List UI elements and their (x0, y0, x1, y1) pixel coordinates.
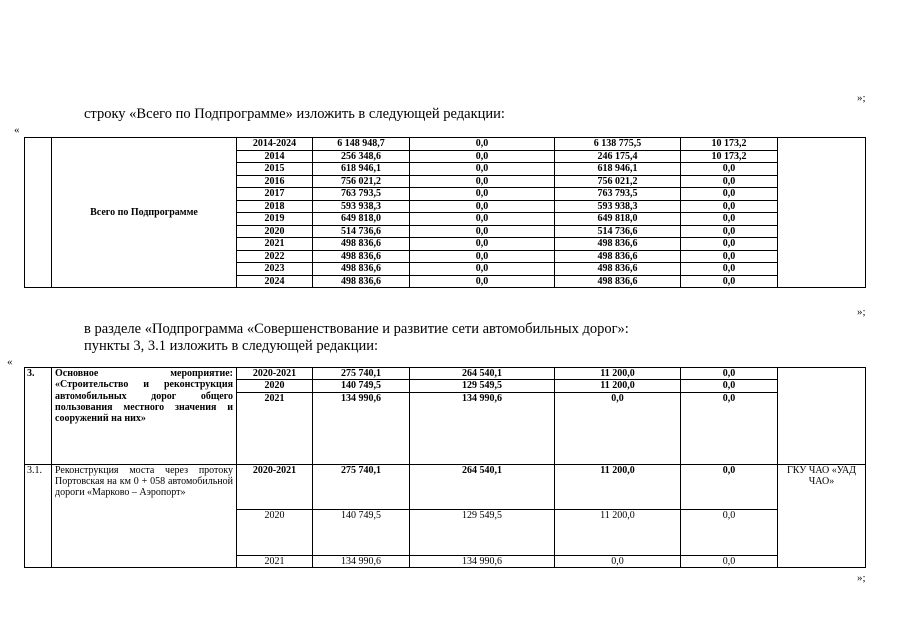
year-cell: 2014 (237, 150, 313, 163)
executor-cell (778, 138, 866, 288)
closing-quote-1: »; (857, 92, 866, 104)
value-cell: 0,0 (410, 263, 555, 276)
closing-quote-2: »; (857, 306, 866, 318)
value-cell: 0,0 (410, 275, 555, 288)
value-cell: 498 836,6 (313, 275, 410, 288)
items-table (24, 367, 866, 568)
paragraph-section: в разделе «Подпрограмма «Совершенствование и развитие сети автомобильных дорог»: (84, 321, 629, 337)
item3-row-1 (25, 368, 866, 380)
value-cell: 0,0 (681, 163, 778, 176)
value-cell: 6 138 775,5 (555, 138, 681, 151)
cell: 134 990,6 (313, 392, 410, 464)
value-cell: 0,0 (681, 200, 778, 213)
cell: 11 200,0 (555, 368, 681, 380)
value-cell: 618 946,1 (313, 163, 410, 176)
value-cell: 649 818,0 (313, 213, 410, 226)
value-cell: 498 836,6 (555, 263, 681, 276)
cell: 2020-2021 (237, 464, 313, 509)
cell: 2020 (237, 380, 313, 392)
value-cell: 763 793,5 (555, 188, 681, 201)
cell: 11 200,0 (555, 509, 681, 555)
cell: 0,0 (681, 464, 778, 509)
year-cell: 2024 (237, 275, 313, 288)
year-cell: 2015 (237, 163, 313, 176)
cell: 264 540,1 (410, 464, 555, 509)
paragraph-total-line: строку «Всего по Подпрограмме» изложить в следующей редакции: (84, 106, 505, 122)
item3-description: Основное мероприятие: «Строительство и реконструкция автомобильных дорог общего пользования местного значения и сооружений на них» (52, 368, 237, 465)
item3-number: 3. (25, 368, 52, 465)
value-cell: 0,0 (681, 250, 778, 263)
cell: 134 990,6 (313, 555, 410, 567)
value-cell: 0,0 (681, 213, 778, 226)
value-cell: 756 021,2 (313, 175, 410, 188)
value-cell: 6 148 948,7 (313, 138, 410, 151)
value-cell: 0,0 (410, 188, 555, 201)
cell: 275 740,1 (313, 368, 410, 380)
cell: 275 740,1 (313, 464, 410, 509)
cell: 11 200,0 (555, 464, 681, 509)
value-cell: 498 836,6 (555, 250, 681, 263)
cell: 0,0 (555, 555, 681, 567)
value-cell: 649 818,0 (555, 213, 681, 226)
value-cell: 0,0 (410, 238, 555, 251)
value-cell: 246 175,4 (555, 150, 681, 163)
opening-quote-2: « (7, 356, 13, 368)
value-cell: 0,0 (681, 225, 778, 238)
cell: 11 200,0 (555, 380, 681, 392)
year-cell: 2020 (237, 225, 313, 238)
cell: 2021 (237, 555, 313, 567)
value-cell: 0,0 (410, 225, 555, 238)
cell: 0,0 (555, 392, 681, 464)
value-cell: 763 793,5 (313, 188, 410, 201)
value-cell: 0,0 (410, 175, 555, 188)
cell: 264 540,1 (410, 368, 555, 380)
year-cell: 2016 (237, 175, 313, 188)
cell: 0,0 (681, 368, 778, 380)
value-cell: 0,0 (681, 238, 778, 251)
item31-description: Реконструкция моста через протоку Портовская на км 0 + 058 автомобильной дороги «Марково – Аэропорт» (52, 464, 237, 567)
item31-row-1 (25, 464, 866, 509)
year-cell: 2019 (237, 213, 313, 226)
cell: 2020 (237, 509, 313, 555)
number-cell (25, 138, 52, 288)
item31-executor: ГКУ ЧАО «УАД ЧАО» (778, 464, 866, 567)
cell: 0,0 (681, 509, 778, 555)
value-cell: 0,0 (410, 200, 555, 213)
cell: 134 990,6 (410, 392, 555, 464)
value-cell: 0,0 (410, 150, 555, 163)
value-cell: 0,0 (410, 250, 555, 263)
value-cell: 593 938,3 (313, 200, 410, 213)
cell: 2020-2021 (237, 368, 313, 380)
subprogram-total-table (24, 137, 866, 288)
cell: 140 749,5 (313, 380, 410, 392)
value-cell: 0,0 (681, 188, 778, 201)
year-cell: 2014-2024 (237, 138, 313, 151)
cell: 129 549,5 (410, 380, 555, 392)
cell: 0,0 (681, 392, 778, 464)
cell: 0,0 (681, 380, 778, 392)
year-cell: 2022 (237, 250, 313, 263)
value-cell: 498 836,6 (313, 250, 410, 263)
value-cell: 618 946,1 (555, 163, 681, 176)
paragraph-items: пункты 3, 3.1 изложить в следующей редакции: (84, 338, 379, 354)
value-cell: 0,0 (681, 175, 778, 188)
total-label: Всего по Подпрограмме (52, 138, 237, 288)
cell: 140 749,5 (313, 509, 410, 555)
value-cell: 10 173,2 (681, 150, 778, 163)
value-cell: 756 021,2 (555, 175, 681, 188)
value-cell: 0,0 (681, 275, 778, 288)
value-cell: 0,0 (410, 138, 555, 151)
value-cell: 498 836,6 (555, 238, 681, 251)
value-cell: 498 836,6 (313, 263, 410, 276)
year-cell: 2018 (237, 200, 313, 213)
closing-quote-3: »; (857, 572, 866, 584)
cell: 134 990,6 (410, 555, 555, 567)
value-cell: 498 836,6 (555, 275, 681, 288)
value-cell: 256 348,6 (313, 150, 410, 163)
value-cell: 0,0 (410, 213, 555, 226)
value-cell: 514 736,6 (555, 225, 681, 238)
value-cell: 514 736,6 (313, 225, 410, 238)
value-cell: 498 836,6 (313, 238, 410, 251)
year-cell: 2021 (237, 238, 313, 251)
year-cell: 2017 (237, 188, 313, 201)
item31-number: 3.1. (25, 464, 52, 567)
cell: 129 549,5 (410, 509, 555, 555)
value-cell: 0,0 (681, 263, 778, 276)
total-row (25, 138, 866, 151)
item3-executor (778, 368, 866, 465)
cell: 2021 (237, 392, 313, 464)
value-cell: 0,0 (410, 163, 555, 176)
opening-quote-1: « (14, 124, 20, 136)
value-cell: 593 938,3 (555, 200, 681, 213)
value-cell: 10 173,2 (681, 138, 778, 151)
year-cell: 2023 (237, 263, 313, 276)
cell: 0,0 (681, 555, 778, 567)
